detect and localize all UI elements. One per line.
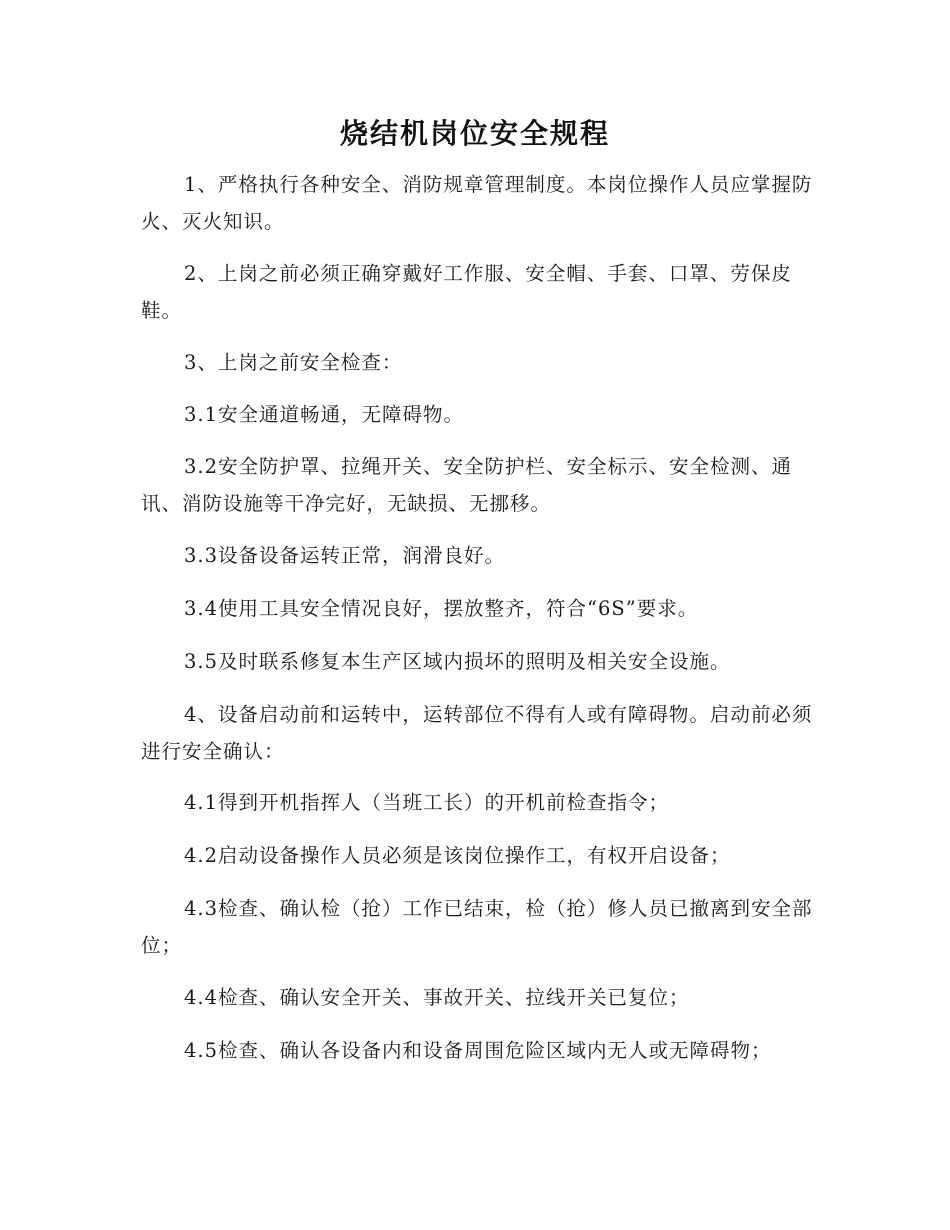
paragraph-3-4: 3.4使用工具安全情况良好，摆放整齐，符合“6S”要求。: [184, 597, 699, 620]
paragraph-3-3: 3.3设备设备运转正常，润滑良好。: [184, 544, 506, 567]
paragraph-4-5: 4.5检查、确认各设备内和设备周围危险区域内无人或无障碍物；: [184, 1039, 772, 1062]
paragraph-4: 4、设备启动前和运转中，运转部位不得有人或有障碍物。启动前必须进行安全确认：: [141, 703, 813, 763]
paragraph-3-5: 3.5及时联系修复本生产区域内损坏的照明及相关安全设施。: [184, 650, 731, 673]
paragraph-4-1: 4.1得到开机指挥人（当班工长）的开机前检查指令；: [184, 791, 670, 814]
paragraph-3-1: 3.1安全通道畅通，无障碍物。: [184, 403, 465, 426]
paragraph-4-2: 4.2启动设备操作人员必须是该岗位操作工，有权开启设备；: [184, 844, 731, 867]
paragraph-3-2: 3.2安全防护罩、拉绳开关、安全防护栏、安全标示、安全检测、通讯、消防设施等干净完好，无缺损、无挪移。: [141, 455, 793, 515]
paragraph-1: 1、严格执行各种安全、消防规章管理制度。本岗位操作人员应掌握防火、灭火知识。: [141, 173, 813, 233]
document-title: 烧结机岗位安全规程: [339, 117, 610, 150]
paragraph-4-3: 4.3检查、确认检（抢）工作已结束，检（抢）修人员已撤离到安全部位；: [141, 897, 813, 957]
paragraph-3: 3、上岗之前安全检查：: [184, 351, 403, 374]
paragraph-2: 2、上岗之前必须正确穿戴好工作服、安全帽、手套、口罩、劳保皮鞋。: [141, 262, 792, 322]
paragraph-4-4: 4.4检查、确认安全开关、事故开关、拉线开关已复位；: [184, 986, 690, 1009]
